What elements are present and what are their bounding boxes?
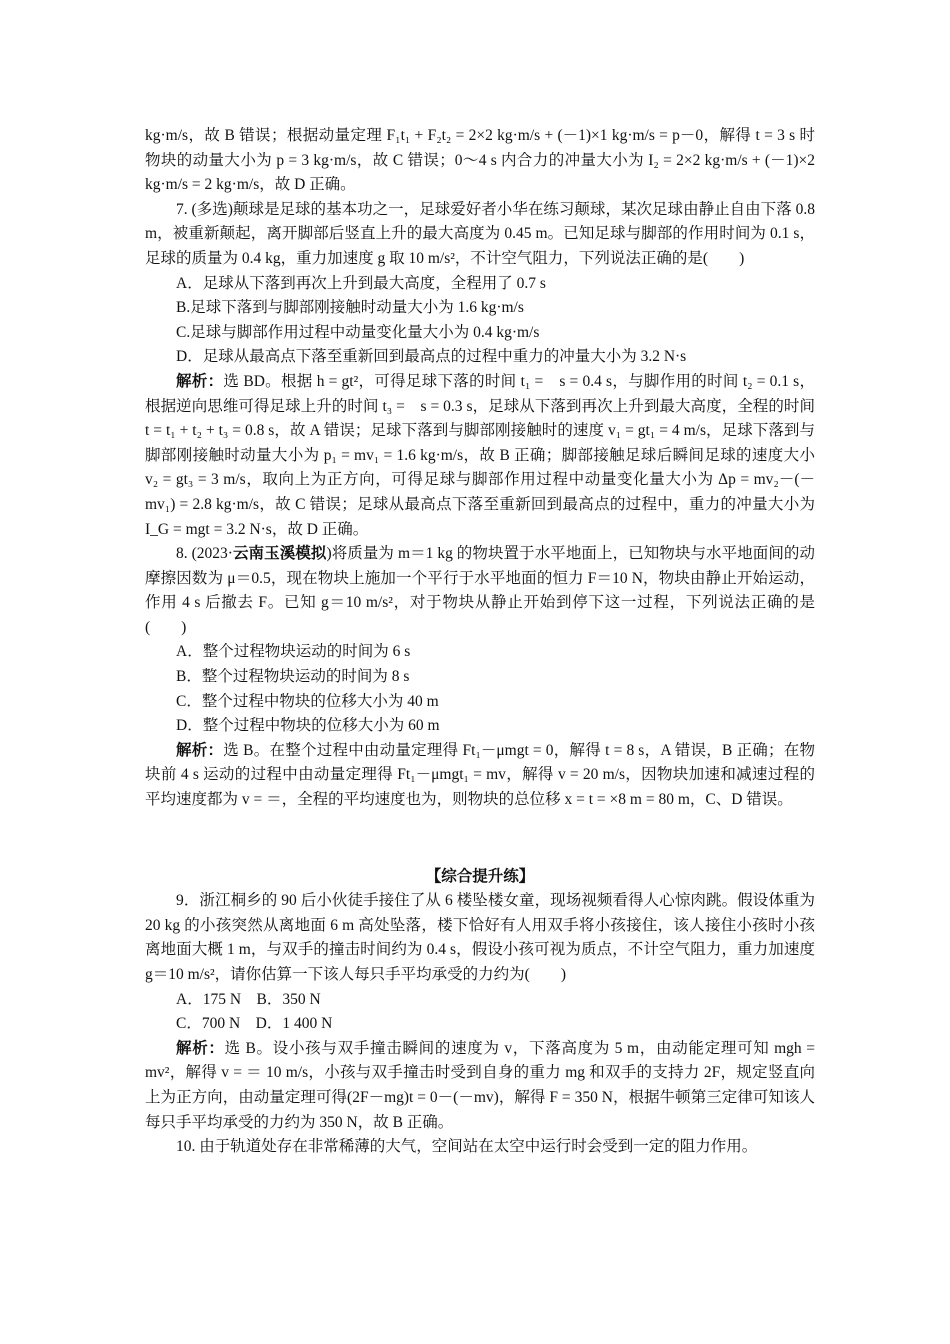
section-heading: 【综合提升练】 (425, 867, 535, 885)
question-8-option-b: B．整个过程物块运动的时间为 8 s (176, 668, 410, 686)
question-7-option-b: B.足球下落到与脚部刚接触时动量大小为 1.6 kg·m/s (176, 299, 524, 317)
document-page (145, 124, 815, 1160)
question-8-option-c: C．整个过程中物块的位移大小为 40 m (176, 692, 439, 710)
question-8-prefix: 8. (2023· (176, 545, 233, 563)
question-7-option-c: C.足球与脚部作用过程中动量变化量大小为 0.4 kg·m/s (176, 323, 540, 341)
question-9-options-ab: A．175 N B．350 N (176, 990, 321, 1008)
question-9-options-cd: C．700 N D．1 400 N (176, 1015, 333, 1033)
question-8-analysis (145, 739, 815, 813)
question-8-text: )将质量为 m＝1 kg 的物块置于水平地面上，已知物块与水平地面间的动摩擦因数为 μ＝0.5，现在物块上施加一个平行于水平地面的恒力 F＝10 N，物块由静止开始运动，作用 4 s 后撤去 F。已知 g＝10 m/s²，对于物块从静止开始到停下这一过程，下列说法正确的是( ) (145, 545, 815, 636)
question-8-option-d: D．整个过程中物块的位移大小为 60 m (176, 717, 440, 735)
analysis-text: 选 B。在整个过程中由动量定理得 Ft₁－μmgt = 0，解得 t = 8 s，A 错误，B 正确；在物块前 4 s 运动的过程中由动量定理得 Ft₁－μmgt₁ = mv，解得 v = 20 m/s，因物块加速和减速过程的平均速度都为 v = ＝，全程的平均速度也为，则物块的总位移 x = t = ×8 m = 80 m，C、D 错误。 (145, 741, 815, 809)
analysis-label: 解析： (176, 1039, 225, 1057)
question-8-stem (145, 542, 815, 640)
question-7-analysis (145, 370, 815, 542)
analysis-label: 解析： (176, 372, 224, 390)
analysis-text: 选 B。设小孩与双手撞击瞬间的速度为 v，下落高度为 5 m，由动能定理可知 mgh = mv²，解得 v = ＝ 10 m/s，小孩与双手撞击时受到自身的重力 mg 和双手的支持力 2F，规定竖直向上为正方向，由动量定理可得(2F－mg)t = 0－(－mv)，解得 F = 350 N，根据牛顿第三定律可知该人每只手平均承受的力约为 350 N，故 B 正确。 (145, 1039, 815, 1131)
analysis-text: 选 BD。根据 h = gt²，可得足球下落的时间 t₁ = s = 0.4 s，与脚作用的时间 t₂ = 0.1 s，根据逆向思维可得足球上升的时间 t₃ = s = 0.3 s，足球从下落到再次上升到最大高度，全程的时间 t = t₁ + t₂ + t₃ = 0.8 s，故 A 错误；足球下落到与脚部刚接触时的速度 v₁ = gt₁ = 4 m/s，足球下落到与脚部刚接触时动量大小为 p₁ = mv₁ = 1.6 kg·m/s，故 B 正确；脚部接触足球后瞬间足球的速度大小 v₂ = gt₃ = 3 m/s，取向上为正方向，可得足球与脚部作用过程中动量变化量大小为 Δp = mv₂－(－mv₁) = 2.8 kg·m/s，故 C 错误；足球从最高点下落至重新回到最高点的过程中，重力的冲量大小为 I_G = mgt = 3.2 N·s，故 D 正确。 (145, 372, 815, 538)
question-8-source: 云南玉溪模拟 (232, 545, 327, 563)
question-8-option-a: A．整个过程物块运动的时间为 6 s (176, 643, 411, 661)
continuation-paragraph: kg·m/s，故 B 错误；根据动量定理 F₁t₁ + F₂t₂ = 2×2 kg·m/s + (－1)×1 kg·m/s = p－0，解得 t = 3 s 时物块的动量大小为 p = 3 kg·m/s，故 C 错误；0～4 s 内合力的冲量大小为 I₂ = 2×2 kg·m/s + (－1)×2 kg·m/s = 2 kg·m/s，故 D 正确。 (145, 127, 815, 194)
question-7-option-a: A．足球从下落到再次上升到最大高度，全程用了 0.7 s (176, 274, 546, 292)
analysis-label: 解析： (176, 741, 224, 759)
question-7-stem: 7. (多选)颠球是足球的基本功之一，足球爱好者小华在练习颠球，某次足球由静止自由下落 0.8 m，被重新颠起，离开脚部后竖直上升的最大高度为 0.45 m。已知足球与脚部的作用时间为 0.1 s，足球的质量为 0.4 kg，重力加速度 g 取 10 m/s²，不计空气阻力，下列说法正确的是( ) (145, 200, 815, 267)
question-9-analysis (145, 1037, 815, 1135)
question-7-option-d: D．足球从最高点下落至重新回到最高点的过程中重力的冲量大小为 3.2 N·s (176, 348, 687, 366)
question-9-stem: 9．浙江桐乡的 90 后小伙徒手接住了从 6 楼坠楼女童，现场视频看得人心惊肉跳。假设体重为 20 kg 的小孩突然从离地面 6 m 高处坠落，楼下恰好有人用双手将小孩接住，该人接住小孩时小孩离地面大概 1 m，与双手的撞击时间约为 0.4 s，假设小孩可视为质点，不计空气阻力，重力加速度 g＝10 m/s²，请你估算一下该人每只手平均承受的力约为( ) (145, 892, 815, 983)
question-10-stem: 10. 由于轨道处存在非常稀薄的大气，空间站在太空中运行时会受到一定的阻力作用。 (176, 1138, 758, 1156)
